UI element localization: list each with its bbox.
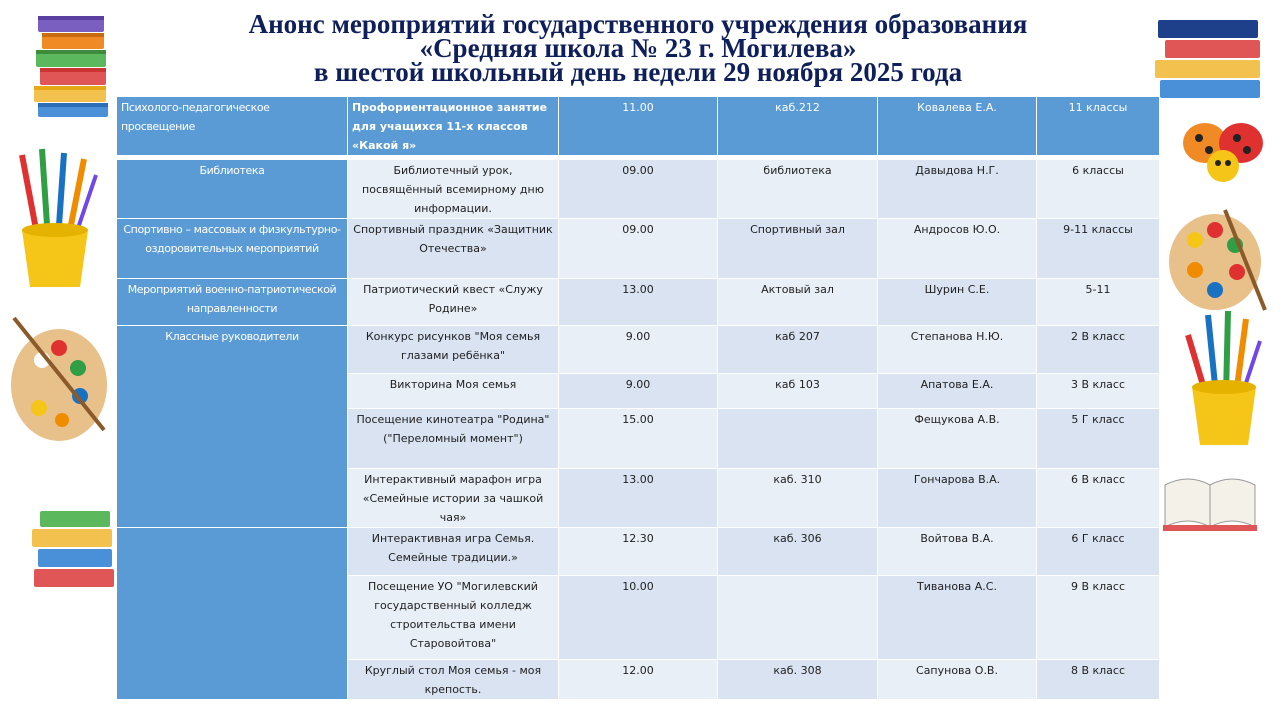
place-cell: каб. 310 (718, 469, 878, 528)
place-cell: каб 103 (718, 374, 878, 409)
books-stack-right-illustration (1150, 10, 1275, 110)
paint-palette-left-illustration (4, 310, 114, 450)
event-cell: Профориентационное занятие для учащихся 11-х классов «Какой я» (348, 97, 559, 156)
time-cell: 9.00 (559, 326, 718, 374)
ladybug-illustration (1175, 108, 1270, 193)
responsible-cell: Фещукова А.В. (878, 409, 1037, 469)
table-row (117, 279, 1160, 326)
time-cell: 13.00 (559, 279, 718, 326)
event-cell: Викторина Моя семья (348, 374, 559, 409)
event-cell: Патриотический квест «Служу Родине» (348, 279, 559, 326)
pencil-cup-right-illustration (1180, 305, 1270, 455)
place-cell: Спортивный зал (718, 219, 878, 279)
time-cell: 11.00 (559, 97, 718, 156)
pencil-cup-left-illustration (8, 145, 108, 295)
participants-cell: 11 классы (1037, 97, 1160, 156)
participants-cell: 6 классы (1037, 160, 1160, 219)
category-cell: Психолого-педагогическое просвещение (117, 97, 348, 156)
place-cell: каб 207 (718, 326, 878, 374)
responsible-cell: Степанова Н.Ю. (878, 326, 1037, 374)
event-cell: Круглый стол Моя семья - моя крепость. (348, 660, 559, 700)
participants-cell: 5 Г класс (1037, 409, 1160, 469)
category-cell (117, 528, 348, 700)
table-row (117, 219, 1160, 279)
participants-cell: 9-11 классы (1037, 219, 1160, 279)
participants-cell: 2 В класс (1037, 326, 1160, 374)
participants-cell: 6 В класс (1037, 469, 1160, 528)
responsible-cell: Ковалева Е.А. (878, 97, 1037, 156)
responsible-cell: Тиванова А.С. (878, 576, 1037, 660)
open-book-right-illustration (1160, 465, 1260, 535)
category-cell: Спортивно – массовых и физкультурно-оздоровительных мероприятий (117, 219, 348, 279)
place-cell: библиотека (718, 160, 878, 219)
participants-cell: 5-11 (1037, 279, 1160, 326)
participants-cell: 9 В класс (1037, 576, 1160, 660)
time-cell: 13.00 (559, 469, 718, 528)
time-cell: 10.00 (559, 576, 718, 660)
responsible-cell: Гончарова В.А. (878, 469, 1037, 528)
participants-cell: 3 В класс (1037, 374, 1160, 409)
time-cell: 12.00 (559, 660, 718, 700)
table-row (117, 326, 1160, 374)
books-stack-left-bottom-illustration (30, 505, 120, 595)
category-cell: Библиотека (117, 160, 348, 219)
time-cell: 09.00 (559, 160, 718, 219)
event-cell: Конкурс рисунков "Моя семья глазами ребёнка" (348, 326, 559, 374)
title-line-3: в шестой школьный день недели 29 ноября 2025 года (313, 57, 963, 87)
category-cell: Мероприятий военно-патриотической направленности (117, 279, 348, 326)
responsible-cell: Андросов Ю.О. (878, 219, 1037, 279)
title-line-2: «Средняя школа № 23 г. Могилева» (419, 33, 857, 63)
event-cell: Посещение УО "Могилевский государственный колледж строительства имени Старовойтова" (348, 576, 559, 660)
participants-cell: 8 В класс (1037, 660, 1160, 700)
category-cell: Классные руководители (117, 326, 348, 528)
event-cell: Интерактивный марафон игра «Семейные истории за чашкой чая» (348, 469, 559, 528)
place-cell: каб.212 (718, 97, 878, 156)
paint-palette-right-illustration (1165, 200, 1275, 320)
event-cell: Библиотечный урок, посвящённый всемирному дню информации. (348, 160, 559, 219)
responsible-cell: Войтова В.А. (878, 528, 1037, 576)
responsible-cell: Давыдова Н.Г. (878, 160, 1037, 219)
place-cell: каб. 308 (718, 660, 878, 700)
time-cell: 12.30 (559, 528, 718, 576)
time-cell: 9.00 (559, 374, 718, 409)
table-row (117, 160, 1160, 219)
place-cell: Актовый зал (718, 279, 878, 326)
place-cell: каб. 306 (718, 528, 878, 576)
place-cell (718, 409, 878, 469)
time-cell: 09.00 (559, 219, 718, 279)
table-row (117, 97, 1160, 156)
page-title (150, 9, 1126, 87)
events-table (116, 96, 1160, 700)
event-cell: Спортивный праздник «Защитник Отечества» (348, 219, 559, 279)
participants-cell: 6 Г класс (1037, 528, 1160, 576)
responsible-cell: Шурин С.Е. (878, 279, 1037, 326)
place-cell (718, 576, 878, 660)
event-cell: Посещение кинотеатра "Родина" ("Переломный момент") (348, 409, 559, 469)
title-line-1: Анонс мероприятий государственного учреждения образования (248, 9, 1028, 39)
responsible-cell: Сапунова О.В. (878, 660, 1037, 700)
event-cell: Интерактивная игра Семья. Семейные традиции.» (348, 528, 559, 576)
table-row (117, 528, 1160, 576)
responsible-cell: Апатова Е.А. (878, 374, 1037, 409)
time-cell: 15.00 (559, 409, 718, 469)
